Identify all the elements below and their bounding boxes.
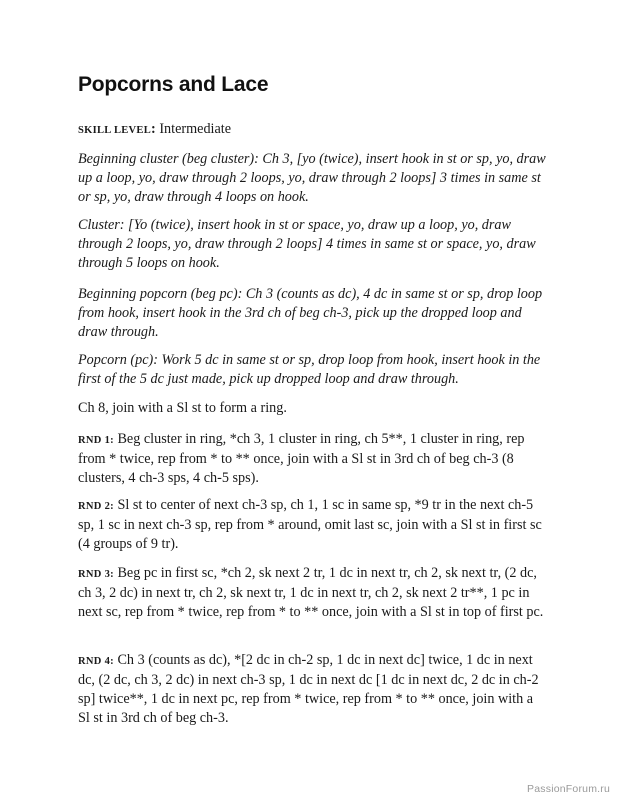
page-title: Popcorns and Lace (78, 73, 269, 96)
skill-level-label: SKILL LEVEL (78, 125, 152, 136)
round-text: Ch 3 (counts as dc), *[2 dc in ch-2 sp, 1 dc in next dc] twice, 1 dc in next dc, (2 dc, ch 3, 2 dc) in next ch-3 sp, 1 dc in next dc [1 dc in next dc, 2 dc in ch-2 sp] twice**, 1 dc in next pc, rep from * twice, rep from * to ** once, join with a Sl st in 3rd ch of beg ch-3. (78, 652, 539, 726)
round-4 (78, 651, 548, 728)
watermark: PassionForum.ru (527, 783, 610, 795)
round-3 (78, 564, 548, 622)
round-text: Sl st to center of next ch-3 sp, ch 1, 1 sc in same sp, *9 tr in the next ch-5 sp, 1 sc in next ch-3 sp, rep from * around, omit last sc, join with a Sl st in first sc (4 groups of 9 tr). (78, 497, 542, 552)
skill-level-line (78, 120, 548, 140)
definition-popcorn: Popcorn (pc): Work 5 dc in same st or sp, drop loop from hook, insert hook in the first of the 5 dc just made, pick up dropped loop and draw through. (78, 352, 541, 387)
definition-cluster: Cluster: [Yo (twice), insert hook in st or space, yo, draw up a loop, yo, draw through 2 loops, yo, draw through 2 loops] 4 times in same st or space, yo, draw through 5 loops on hook. (78, 217, 536, 271)
round-text: Beg cluster in ring, *ch 3, 1 cluster in ring, ch 5**, 1 cluster in ring, rep from * twice, rep from * to ** once, join with a Sl st in 3rd ch of beg ch-3 (8 clusters, 4 ch-3 sps, 4 ch-5 sps). (78, 431, 525, 486)
round-2 (78, 496, 548, 554)
intro-instruction: Ch 8, join with a Sl st to form a ring. (78, 400, 287, 416)
definition-beg-popcorn: Beginning popcorn (beg pc): Ch 3 (counts as dc), 4 dc in same st or sp, drop loop from hook, insert hook in the 3rd ch of beg ch-3, pick up the dropped loop and draw through. (78, 286, 543, 340)
skill-level-colon: : (151, 121, 156, 137)
round-label: RND 4: (78, 656, 114, 667)
round-label: RND 2: (78, 501, 114, 512)
round-1 (78, 430, 548, 488)
skill-level-value: Intermediate (155, 121, 232, 137)
definition-beg-cluster: Beginning cluster (beg cluster): Ch 3, [yo (twice), insert hook in st or sp, yo, draw up a loop, yo, draw through 2 loops, yo, draw through 2 loops] 3 times in same st or sp, yo, draw through 4 loops on hook. (78, 151, 546, 205)
round-text: Beg pc in first sc, *ch 2, sk next 2 tr, 1 dc in next tr, ch 2, sk next tr, (2 dc, ch 3, 2 dc) in next tr, ch 2, sk next tr, 1 dc in next tr, ch 2, sk next 2 tr**, 1 pc in next sc, rep from * twice, rep from * to ** once, join with a Sl st in top of first pc. (78, 565, 544, 620)
round-label: RND 1: (78, 435, 114, 446)
round-label: RND 3: (78, 569, 114, 580)
